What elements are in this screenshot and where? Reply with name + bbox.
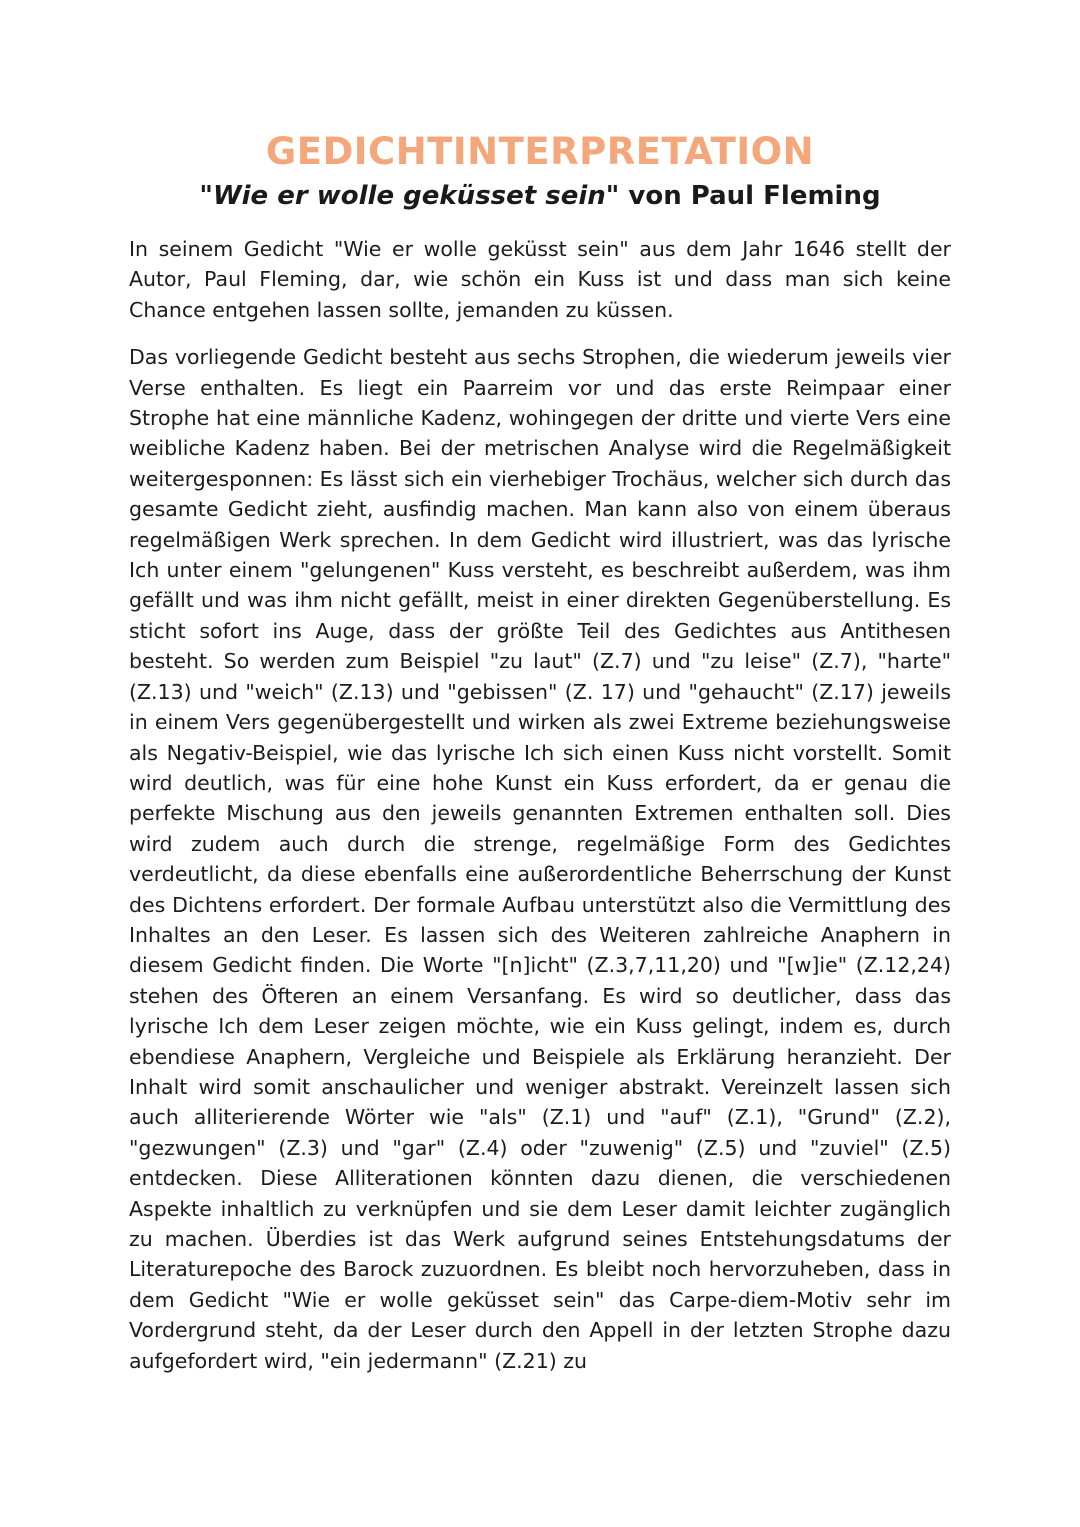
author-byline: von Paul Fleming [619,181,881,211]
body-text [129,234,951,1376]
page-title: GEDICHTINTERPRETATION [265,130,815,173]
page-subtitle [0,176,1080,216]
poem-title: "Wie er wolle geküsset sein" [199,181,620,211]
paragraph-analysis: Das vorliegende Gedicht besteht aus sechs Strophen, die wiederum jeweils vier Verse enthalten. Es liegt ein Paarreim vor und das erste Reimpaar einer Strophe hat eine männliche Kadenz, wohingegen der dritte und vierte Vers eine weibliche Kadenz haben. Bei der metrischen Analyse wird die Regelmäßigkeit weitergesponnen: Es lässt sich ein vierhebiger Trochäus, welcher sich durch das gesamte Gedicht zieht, ausfindig machen. Man kann also von einem überaus regelmäßigen Werk sprechen. In dem Gedicht wird illustriert, was das lyrische Ich unter einem "gelungenen" Kuss versteht, es beschreibt außerdem, was ihm gefällt und was ihm nicht gefällt, meist in einer direkten Gegenüberstellung. Es sticht sofort ins Auge, dass der größte Teil des Gedichtes aus Antithesen besteht. So werden zum Beispiel "zu laut" (Z.7) und "zu leise" (Z.7), "harte" (Z.13) und "weich" (Z.13) und "gebissen" (Z. 17) und "gehaucht" (Z.17) jeweils in einem Vers gegenübergestellt und wirken als zwei Extreme beziehungsweise als Negativ-Beispiel, wie das lyrische Ich sich einen Kuss nicht vorstellt. Somit wird deutlich, was für eine hohe Kunst ein Kuss erfordert, da er genau die perfekte Mischung aus den jeweils genannten Extremen enthalten soll. Dies wird zudem auch durch die strenge, regelmäßige Form des Gedichtes verdeutlicht, da diese ebenfalls eine außerordentliche Beherrschung der Kunst des Dichtens erfordert. Der formale Aufbau unterstützt also die Vermittlung des Inhaltes an den Leser. Es lassen sich des Weiteren zahlreiche Anaphern in diesem Gedicht finden. Die Worte "[n]icht" (Z.3,7,11,20) und "[w]ie" (Z.12,24) stehen des Öfteren an einem Versanfang. Es wird so deutlicher, dass das lyrische Ich dem Leser zeigen möchte, wie ein Kuss gelingt, indem es, durch ebendiese Anaphern, Vergleiche und Beispiele als Erklärung heranzieht. Der Inhalt wird somit anschaulicher und weniger abstrakt. Vereinzelt lassen sich auch alliterierende Wörter wie "als" (Z.1) und "auf" (Z.1), "Grund" (Z.2), "gezwungen" (Z.3) und "gar" (Z.4) oder "zuwenig" (Z.5) und "zuviel" (Z.5) entdecken. Diese Alliterationen könnten dazu dienen, die verschiedenen Aspekte inhaltlich zu verknüpfen und sie dem Leser damit leichter zugänglich zu machen. Überdies ist das Werk aufgrund seines Entstehungsdatums der Literaturepoche des Barock zuzuordnen. Es bleibt noch hervorzuheben, dass in dem Gedicht "Wie er wolle geküsset sein" das Carpe-diem-Motiv sehr im Vordergrund steht, da der Leser durch den Appell in der letzten Strophe dazu aufgefordert wird, "ein jedermann" (Z.21) zu [129,345,951,1373]
paragraph-intro: In seinem Gedicht "Wie er wolle geküsst sein" aus dem Jahr 1646 stellt der Autor, Paul Fleming, dar, wie schön ein Kuss ist und dass man sich keine Chance entgehen lassen sollte, jemanden zu küssen. [129,237,951,322]
